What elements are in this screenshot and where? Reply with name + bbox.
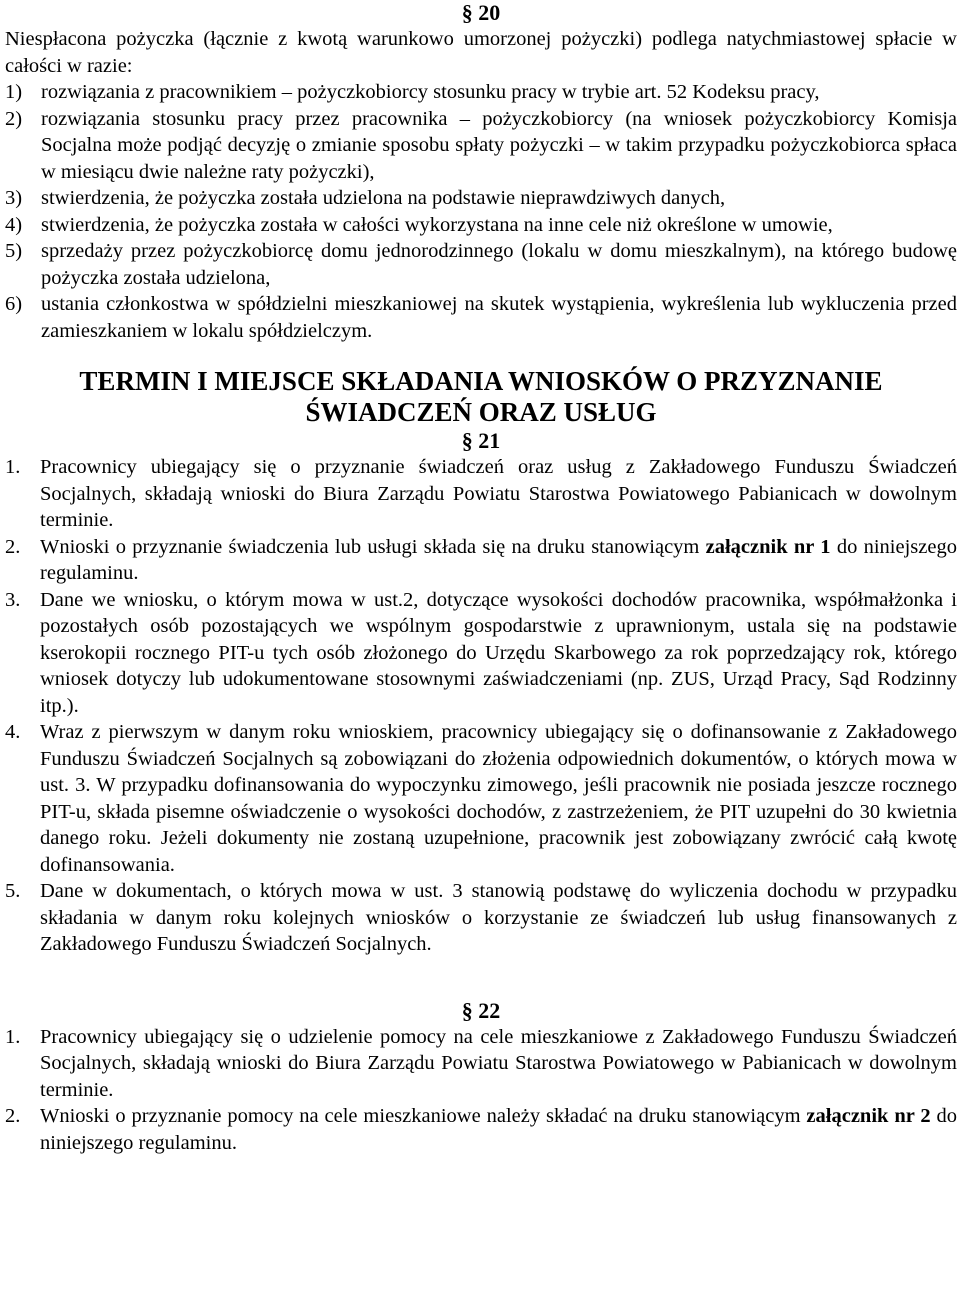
list-item-text: Dane w dokumentach, o których mowa w ust. 3 stanowią podstawę do wyliczenia dochodu w przypadku składania w danym roku kolejnych wniosków o korzystanie ze świadczeń lub usług finansowanych z Zakładowego Funduszu Świadczeń Socjalnych. — [40, 880, 957, 955]
attachment-reference: załącznik nr 2 — [806, 1105, 931, 1127]
list-item — [5, 454, 957, 534]
list-item-label: 1. — [5, 456, 21, 478]
list-item — [5, 212, 957, 239]
list-item-label: 4. — [5, 721, 21, 743]
paragraph-21-heading: § 21 — [461, 428, 501, 453]
section-title-line-1: TERMIN I MIEJSCE SKŁADANIA WNIOSKÓW O PRZYZNANIE — [79, 366, 883, 396]
list-item — [5, 1103, 957, 1156]
list-item-label: 4) — [5, 213, 23, 236]
list-item-text: stwierdzenia, że pożyczka została udzielona na podstawie nieprawdziwych danych, — [41, 187, 726, 209]
attachment-reference: załącznik nr 1 — [705, 535, 831, 558]
list-item-label: 2) — [5, 107, 23, 130]
section-title-line-2: ŚWIADCZEŃ ORAZ USŁUG — [305, 397, 657, 427]
list-item-text: stwierdzenia, że pożyczka została w całości wykorzystana na inne cele niż określone w umowie, — [41, 213, 833, 236]
list-item-label: 1. — [5, 1025, 21, 1048]
list-item-text: Dane we wniosku, o którym mowa w ust.2, dotyczące wysokości dochodów pracownika, współmałżonka i pozostałych osób pozostających we wspólnym gospodarstwie z uprawnionym, ustala się na podstawie kserokopii rocznego PIT-u tych osób złożonego do Urzędu Skarbowego za rok poprzedzający rok, którego wniosek dotyczy lub udokumentowane stosownymi zaświadczeniami (np. ZUS, Urząd Pracy, Sąd Rodzinny itp.). — [40, 588, 957, 717]
list-item-text: ustania członkostwa w spółdzielni mieszkaniowej na skutek wystąpienia, wykreślenia lub wykluczenia przed zamieszkaniem w lokalu spółdzielczym. — [41, 293, 957, 342]
list-item — [5, 106, 957, 186]
paragraph-22-heading: § 22 — [461, 997, 501, 1023]
list-item — [5, 291, 957, 344]
list-item-text-part: Wnioski o przyznanie świadczenia lub usługi składa się na druku stanowiącym — [40, 535, 706, 558]
list-item — [5, 534, 957, 587]
list-item-label: 3) — [5, 187, 23, 209]
list-item-label: 6) — [5, 293, 23, 315]
list-item-text: rozwiązania z pracownikiem – pożyczkobiorcy stosunku pracy w trybie art. 52 Kodeksu pracy, — [41, 81, 820, 103]
paragraph-20-intro: Niespłacona pożyczka (łącznie z kwotą warunkowo umorzonej pożyczki) podlega natychmiastowej spłacie w całości w razie: — [5, 28, 957, 77]
list-item-text-part: do niniejszego regulaminu. — [40, 1105, 958, 1154]
list-item-text: rozwiązania stosunku pracy przez pracownika – pożyczkobiorcy (na wniosek pożyczkobiorcy Komisja Socjalna może podjąć decyzję o zmianie sposobu spłaty pożyczki – w takim przypadku pożyczkobiorca spłaca w miesiącu dwie należne raty pożyczki), — [41, 107, 957, 183]
list-item — [5, 1024, 957, 1104]
list-item — [5, 587, 957, 720]
list-item — [5, 878, 957, 958]
list-item-text-part: Wnioski o przyznanie pomocy na cele mieszkaniowe należy składać na druku stanowiącym — [40, 1105, 807, 1127]
list-item-text — [40, 1103, 957, 1156]
list-item-label: 5. — [5, 880, 21, 902]
list-item-text: Pracownicy ubiegający się o przyznanie świadczeń oraz usług z Zakładowego Funduszu Świadczeń Socjalnych, składają wnioski do Biura Zarządu Powiatu Starostwa Powiatowego Pabianicach w dowolnym terminie. — [40, 456, 957, 531]
list-item-label: 1) — [5, 81, 23, 103]
document-page — [5, 0, 957, 1156]
list-item-label: 2. — [5, 535, 21, 558]
list-item-text — [40, 534, 957, 587]
list-item-text: sprzedaży przez pożyczkobiorcę domu jednorodzinnego (lokalu w domu mieszkalnym), na którego budowę pożyczka została udzielona, — [41, 240, 957, 289]
list-item-text: Pracownicy ubiegający się o udzielenie pomocy na cele mieszkaniowe z Zakładowego Funduszu Świadczeń Socjalnych, składają wnioski do Biura Zarządu Powiatu Starostwa Powiatowego w Pabianicach w dowolnym terminie. — [40, 1025, 957, 1101]
list-item-label: 3. — [5, 588, 21, 611]
list-item-label: 5) — [5, 240, 23, 262]
list-item — [5, 79, 957, 106]
list-item — [5, 185, 957, 212]
list-item — [5, 719, 957, 878]
list-item — [5, 238, 957, 291]
list-item-text: Wraz z pierwszym w danym roku wnioskiem, pracownicy ubiegający się o dofinansowanie z Zakładowego Funduszu Świadczeń Socjalnych są zobowiązani do złożenia odpowiednich dokumentów, o których mowa w ust. 3. W przypadku dofinansowania do wypoczynku zimowego, jeśli pracownik nie posiada jeszcze rocznego PIT-u, składa pisemne oświadczenie o wysokości dochodów, z zastrzeżeniem, że PIT uzupełni do 30 kwietnia danego roku. Jeżeli dokumenty nie zostaną uzupełnione, pracownik jest zobowiązany zwrócić całą kwotę dofinansowania. — [40, 721, 957, 876]
paragraph-20-heading: § 20 — [461, 0, 501, 25]
list-item-label: 2. — [5, 1105, 21, 1127]
list-item-text-part: do niniejszego regulaminu. — [40, 535, 957, 584]
